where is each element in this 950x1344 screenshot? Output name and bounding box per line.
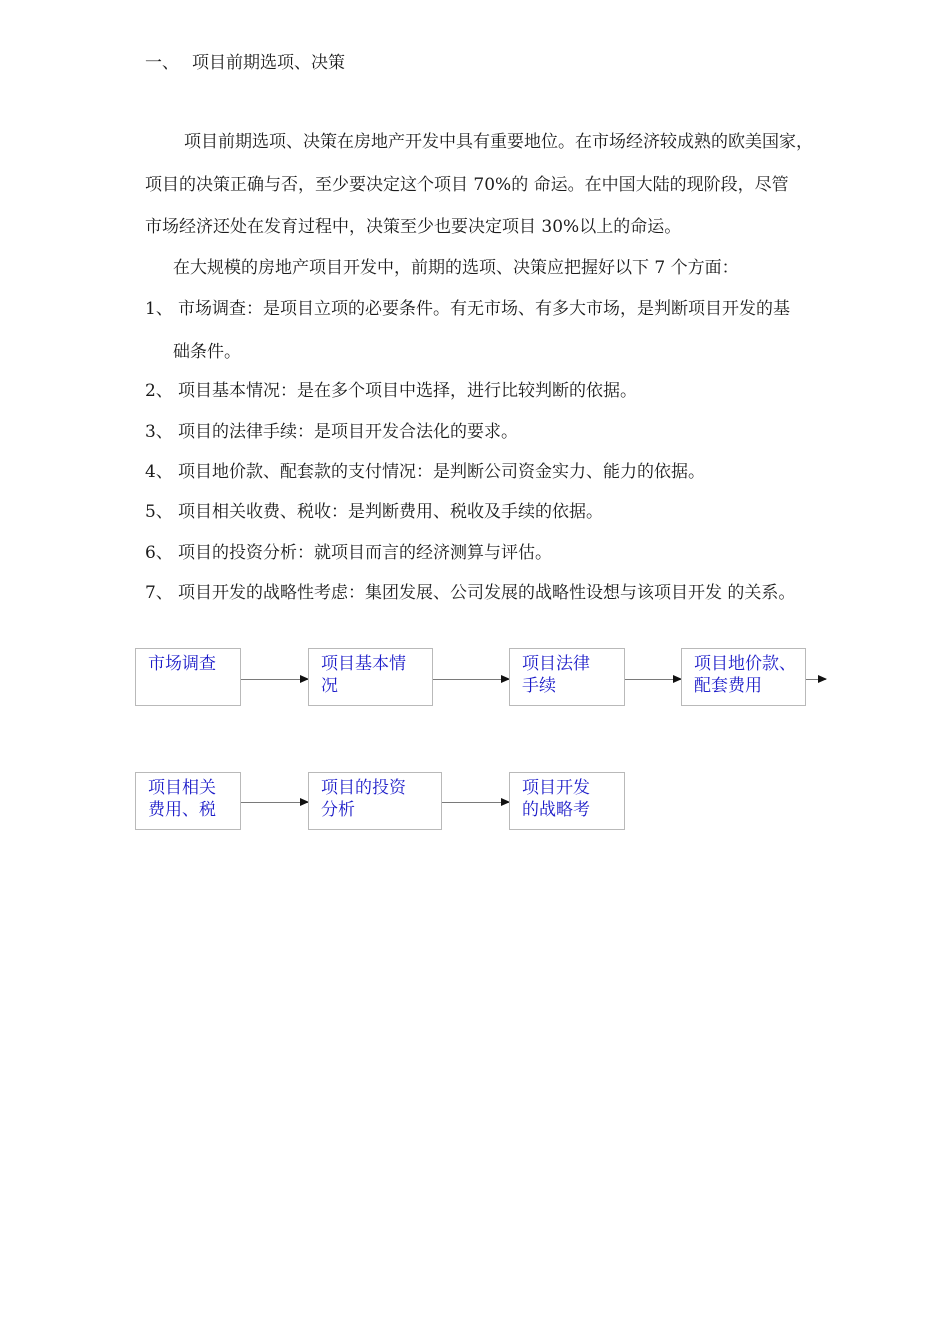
list-item-number: 4、 <box>145 462 173 482</box>
flow-arrow <box>241 802 308 803</box>
flow-box-label: 项目相关 <box>148 778 216 798</box>
flow-arrow <box>625 679 681 680</box>
list-item-text-continued: 础条件。 <box>173 342 241 362</box>
flow-box-label: 项目的投资 <box>321 778 406 798</box>
list-item-text: 项目基本情况：是在多个项目中选择，进行比较判断的依据。 <box>178 381 637 401</box>
list-item-text: 项目的投资分析：就项目而言的经济测算与评估。 <box>178 543 552 563</box>
flow-box-label: 项目基本情 <box>321 654 406 674</box>
list-item-text: 市场调查：是项目立项的必要条件。有无市场、有多大市场，是判断项目开发的基 <box>178 299 790 319</box>
section-number: 一、 <box>145 53 179 73</box>
flow-box-fees-taxes <box>135 772 241 830</box>
intro-line-2: 项目的决策正确与否，至少要决定这个项目 70%的 命运。在中国大陆的现阶段，尽管 <box>145 175 789 195</box>
list-item-number: 7、 <box>145 583 173 603</box>
flow-box-legal-procedures <box>509 648 625 706</box>
flow-box-market-research <box>135 648 241 706</box>
list-item-number: 6、 <box>145 543 173 563</box>
flow-box-project-basics <box>308 648 433 706</box>
flow-box-label: 分析 <box>321 800 355 820</box>
flow-box-label: 费用、税 <box>148 800 216 820</box>
list-item-number: 1、 <box>145 299 173 319</box>
flow-box-label: 的战略考 <box>522 800 590 820</box>
list-item-text: 项目相关收费、税收：是判断费用、税收及手续的依据。 <box>178 502 603 522</box>
flow-arrow <box>241 679 308 680</box>
flow-box-label: 项目法律 <box>522 654 590 674</box>
flow-arrow <box>433 679 509 680</box>
flow-box-label: 项目地价款、 <box>694 654 796 674</box>
flow-arrow <box>806 679 826 680</box>
flow-box-label: 配套费用 <box>694 676 762 696</box>
flow-box-label: 手续 <box>522 676 556 696</box>
intro-line-4: 在大规模的房地产项目开发中，前期的选项、决策应把握好以下 7 个方面： <box>173 258 739 278</box>
flow-box-label: 市场调查 <box>148 654 216 674</box>
flow-box-land-price <box>681 648 806 706</box>
list-item-number: 5、 <box>145 502 173 522</box>
list-item-text: 项目地价款、配套款的支付情况：是判断公司资金实力、能力的依据。 <box>178 462 705 482</box>
flow-box-label: 项目开发 <box>522 778 590 798</box>
flow-arrow <box>442 802 509 803</box>
list-item-number: 2、 <box>145 381 173 401</box>
intro-line-3: 市场经济还处在发育过程中，决策至少也要决定项目 30%以上的命运。 <box>145 217 682 237</box>
list-item-text: 项目的法律手续：是项目开发合法化的要求。 <box>178 422 518 442</box>
flow-box-investment-analysis <box>308 772 442 830</box>
list-item-number: 3、 <box>145 422 173 442</box>
section-title: 项目前期选项、决策 <box>192 53 345 73</box>
flow-box-label: 况 <box>321 676 338 696</box>
intro-line-1: 项目前期选项、决策在房地产开发中具有重要地位。在市场经济较成熟的欧美国家， <box>184 132 813 152</box>
list-item-text: 项目开发的战略性考虑：集团发展、公司发展的战略性设想与该项目开发 的关系。 <box>178 583 796 603</box>
flow-box-strategy <box>509 772 625 830</box>
